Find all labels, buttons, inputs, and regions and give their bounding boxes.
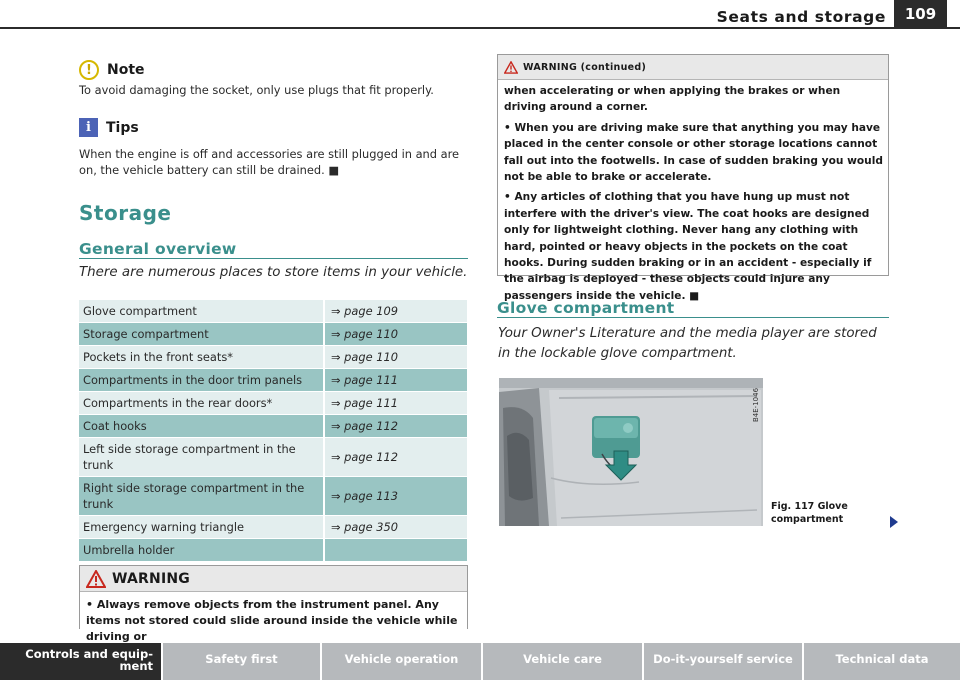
table-cell-label: Glove compartment [79, 300, 324, 323]
table-cell-label: Right side storage compartment in the trunk [79, 477, 324, 516]
figure-caption: Fig. 117 Glove compartment [771, 501, 848, 525]
page-reference-link[interactable]: ⇒ page 110 [324, 323, 467, 346]
table-cell-label: Umbrella holder [79, 539, 324, 562]
warning-title: WARNING [112, 570, 190, 587]
table-cell-label: Left side storage compartment in the trunk [79, 438, 324, 477]
warning-triangle-icon [86, 570, 106, 588]
page-reference-link[interactable]: ⇒ page 112 [324, 415, 467, 438]
table-cell-label: Coat hooks [79, 415, 324, 438]
tab-do-it-yourself-service[interactable]: Do-it-yourself service [644, 643, 802, 680]
note-title: Note [107, 62, 145, 78]
storage-heading: Storage [79, 201, 172, 225]
storage-intro: There are numerous places to store items in your vehicle. [79, 265, 468, 280]
glove-compartment-illustration [499, 378, 763, 526]
table-cell-label: Emergency warning triangle [79, 516, 324, 539]
glove-compartment-figure [499, 378, 763, 526]
page-reference-link [324, 539, 467, 562]
table-row [79, 346, 467, 369]
glove-compartment-intro: Your Owner's Literature and the media player are stored in the lockable glove compartment. [498, 326, 877, 361]
warning-paragraph: • When you are driving make sure that anything you may have placed in the center console or other storage locations cannot fall out into the footwells. In case of sudden braking you would not be able to brake or accelerate. [504, 121, 883, 184]
table-row [79, 300, 467, 323]
table-row [79, 392, 467, 415]
warning-text: • Always remove objects from the instrument panel. Any items not stored could slide around inside the vehicle while driving or [86, 598, 458, 643]
table-row [79, 516, 467, 539]
page-reference-link[interactable]: ⇒ page 350 [324, 516, 467, 539]
tab-controls-and-equipment[interactable]: Controls and equip-ment [0, 643, 161, 680]
table-cell-label: Compartments in the rear doors* [79, 392, 324, 415]
table-cell-label: Pockets in the front seats* [79, 346, 324, 369]
note-exclamation-icon: ! [79, 60, 99, 80]
page-reference-link[interactable]: ⇒ page 111 [324, 369, 467, 392]
section-title: Seats and storage [716, 8, 886, 26]
warning-paragraph: • Any articles of clothing that you have hung up must not interfere with the driver's view. The coat hooks are designed only for lightweight clothing. Never hang any clothing with hard, pointed or heavy objects in the pockets on the coat hooks. During sudden braking or in an accident - especially if the airbag is deployed - these objects could injure any passengers inside the vehicle. ■ [504, 191, 872, 302]
warning-continued-text [504, 83, 884, 308]
tips-heading [79, 118, 139, 137]
page-reference-link[interactable]: ⇒ page 110 [324, 346, 467, 369]
chapter-navigation [0, 643, 960, 680]
table-row [79, 415, 467, 438]
warning-box [79, 565, 468, 643]
table-row [79, 369, 467, 392]
heading-rule [79, 258, 468, 259]
table-cell-label: Compartments in the door trim panels [79, 369, 324, 392]
tips-info-icon: i [79, 118, 98, 137]
page-reference-link[interactable]: ⇒ page 112 [324, 438, 467, 477]
note-text: To avoid damaging the socket, only use plugs that fit properly. [79, 83, 434, 97]
header-rule [0, 27, 960, 29]
warning-paragraph: when accelerating or when applying the brakes or when driving around a corner. [504, 85, 841, 114]
table-row [79, 539, 467, 562]
note-heading [79, 60, 145, 80]
tips-title: Tips [106, 119, 139, 136]
page-reference-link[interactable]: ⇒ page 109 [324, 300, 467, 323]
page-number-badge: 109 [894, 0, 947, 28]
warning-continued-title: WARNING (continued) [523, 61, 647, 73]
table-row [79, 477, 467, 516]
warning-triangle-icon [504, 61, 518, 74]
storage-overview-table [79, 300, 467, 562]
tab-vehicle-care[interactable]: Vehicle care [483, 643, 642, 680]
glove-compartment-heading: Glove compartment [497, 299, 675, 317]
table-row [79, 438, 467, 477]
page-reference-link[interactable]: ⇒ page 113 [324, 477, 467, 516]
table-cell-label: Storage compartment [79, 323, 324, 346]
tab-vehicle-operation[interactable]: Vehicle operation [322, 643, 481, 680]
tab-technical-data[interactable]: Technical data [804, 643, 960, 680]
general-overview-heading: General overview [79, 240, 237, 258]
continue-arrow-icon [890, 516, 898, 528]
figure-code: B4E-1046 [752, 387, 760, 422]
tab-safety-first[interactable]: Safety first [163, 643, 320, 680]
page-reference-link[interactable]: ⇒ page 111 [324, 392, 467, 415]
heading-rule [497, 317, 889, 318]
warning-continued-header [498, 55, 888, 80]
table-row [79, 323, 467, 346]
warning-header [80, 566, 467, 592]
warning-continued-box [497, 54, 889, 302]
tips-text: When the engine is off and accessories are still plugged in and are on, the vehicle battery can still be drained. ■ [79, 147, 460, 177]
